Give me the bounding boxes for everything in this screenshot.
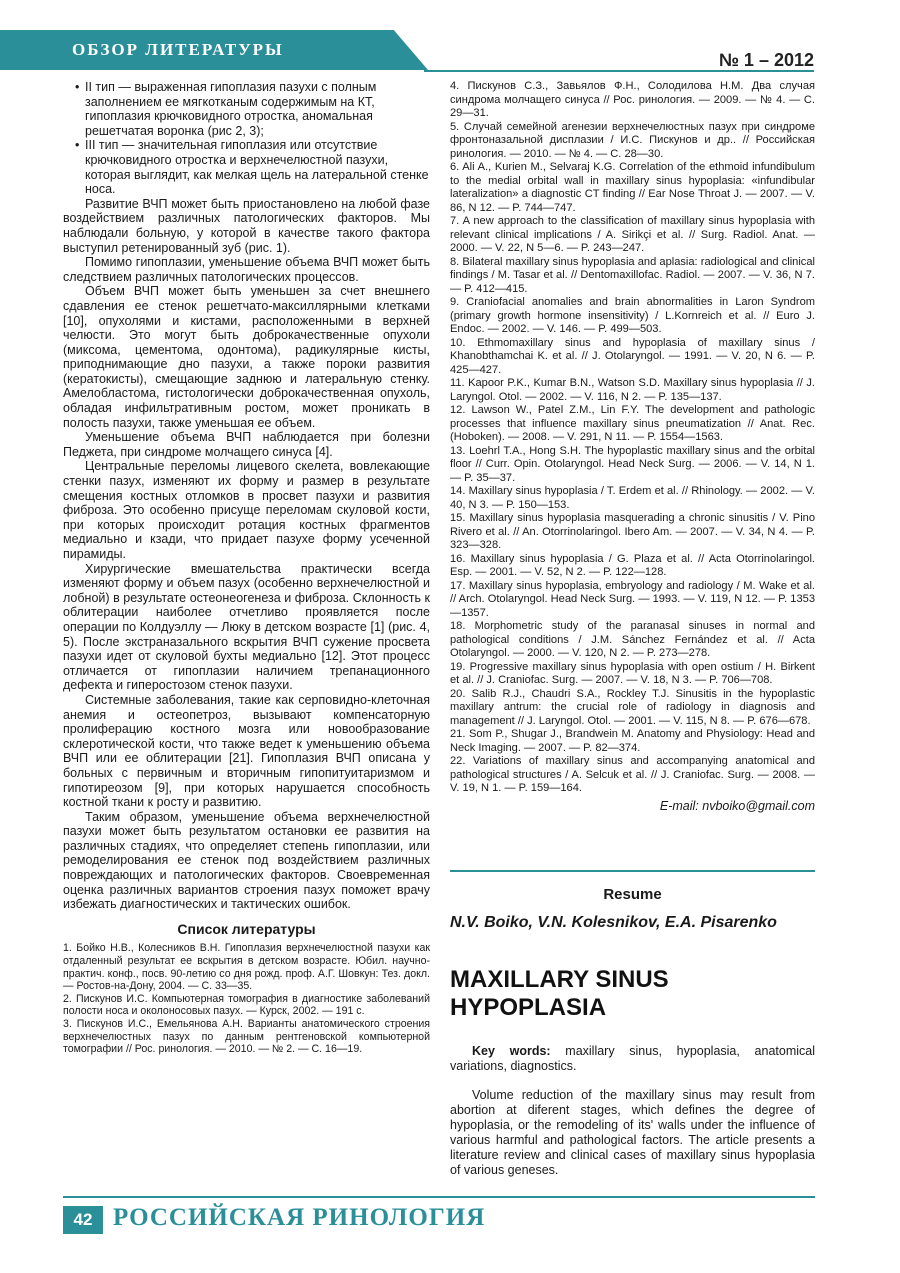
reference-item: 14. Maxillary sinus hypoplasia / T. Erdem et al. // Rhinology. — 2002. — V. 40, N 3. — P. 150—153. xyxy=(450,485,815,511)
reference-item: 13. Loehrl T.A., Hong S.H. The hypoplastic maxillary sinus and the orbital floor // Curr. Opin. Otolaryngol. Head Neck Surg. — 2006. — V. 14, N 1. — P. 35—37. xyxy=(450,444,815,484)
paragraph: Уменьшение объема ВЧП наблюдается при болезни Педжета, при синдроме молчащего синуса [4]. xyxy=(63,430,430,459)
reference-item: 12. Lawson W., Patel Z.M., Lin F.Y. The development and pathologic processes that influence maxillary sinus pneumatization // Anat. Rec. (Hoboken). — 2008. — V. 291, N 11. — P. 1554—1563. xyxy=(450,404,815,443)
reference-item: 5. Случай семейной агенезии верхнечелюстных пазух при синдроме фронтоназальной дисплазии / И.С. Пискунов и др.. // Российская ринология. — 2010. — № 4. — С. 28—30. xyxy=(450,120,815,160)
section-title: ОБЗОР ЛИТЕРАТУРЫ xyxy=(72,40,284,59)
right-column xyxy=(450,80,815,813)
paragraph: Системные заболевания, такие как серповидно-клеточная анемия и остеопетроз, вызывают компенсаторную пролиферацию костного мозга или новообразование склеротической кости, что также ведет к уменьшению объема ВЧП или ее облитерации [21]. Гипоплазия ВЧП описана у больных с первичным и вторичным гипопитуитаризмом и гипотиреозом [9], при которых нарушается способность костной ткани к росту и развитию. xyxy=(63,692,430,810)
footer-divider xyxy=(63,1196,815,1198)
reference-item: 2. Пискунов И.С. Компьютерная томография в диагностике заболеваний полости носа и околоносовых пазух. — Курск, 2002. — 191 с. xyxy=(63,992,430,1018)
paragraph: Таким образом, уменьшение объема верхнечелюстной пазухи может быть результатом остановки ее развития на различных стадиях, что определяет степень гипоплазии, или ремоделирования ее стенок под воздействием различных повреждающих и патологических факторов. Своевременная оценка различных вариантов строения пазух поможет врачу избежать диагностических и тактических ошибок. xyxy=(63,809,430,912)
resume-heading: Resume xyxy=(603,886,662,903)
reference-item: 17. Maxillary sinus hypoplasia, embryology and radiology / M. Wake et al. // Arch. Otolaryngol. Head Neck Surg. — 1993. — V. 119, N 12. — P. 1353—1357. xyxy=(450,579,815,619)
resume-summary: Volume reduction of the maxillary sinus may result from abortion at diferent stages, which defines the degree of hypoplasia, or the remodeling of its' walls under the influence of various harmful and pathological factors. The article presents a literature review and clinical cases of maxillary sinus hypoplasia of various geneses. xyxy=(450,1088,815,1177)
reference-item: 16. Maxillary sinus hypoplasia / G. Plaza et al. // Acta Otorrinolaringol. Esp. — 2001. — V. 52, N 2. — P. 122—128. xyxy=(450,552,815,578)
paragraph: Помимо гипоплазии, уменьшение объема ВЧП может быть следствием различных патологических процессов. xyxy=(63,255,430,284)
reference-item: 10. Ethmomaxillary sinus and hypoplasia of maxillary sinus / Khanobthamchai K. et al. // J. Otolaryngol. — 1991. — V. 20, N 6. — P. 425—427. xyxy=(450,336,815,376)
left-column xyxy=(63,80,430,1056)
list-item: • III тип — значительная гипоплазия или отсутствие крючковидного отростка и верхнечелюстной пазухи, которая выглядит, как мелкая щель на латеральной стенке носа. xyxy=(75,138,429,197)
paragraph: Развитие ВЧП может быть приостановлено на любой фазе воздействием различных патологических факторов. Мы наблюдали больную, у которой в качестве такого фактора выступил ретенированный зуб (рис. 1). xyxy=(63,196,430,255)
reference-item: 4. Пискунов С.З., Завьялов Ф.Н., Солодилова Н.М. Два случая синдрома молчащего синуса // Рос. ринология. — 2009. — № 4. — С. 29—31. xyxy=(450,80,815,119)
references-heading: Список литературы xyxy=(177,920,316,937)
paragraph: Центральные переломы лицевого скелета, вовлекающие стенки пазух, изменяют их форму и размер в результате смещения костных отломков в просвет пазухи и развития фиброза. Это особенно присуще переломам скуловой кости, при которых происходит ротация костных фрагментов медиально и кзади, что придает пазухе форму усеченной пирамиды. xyxy=(63,459,430,561)
reference-item: 6. Ali A., Kurien M., Selvaraj K.G. Correlation of the ethmoid infundibulum to the medial orbital wall in maxillary sinus hypoplasia: «infundibular lateralization» a diagnostic CT finding // Ear Nose Throat J. — 2007. — V. 86, N 12. — P. 744—747. xyxy=(450,161,815,214)
reference-item: 8. Bilateral maxillary sinus hypoplasia and aplasia: radiological and clinical findings / M. Tasar et al. // Dentomaxillofac. Radiol. — 2007. — V. 36, N 7. — P. 412—415. xyxy=(450,255,815,295)
paragraph: Хирургические вмешательства практически всегда изменяют форму и объем пазух (особенно верхнечелюстной и лобной) в результате остеонеогенеза и фиброза. Склонность к облитерации наиболее отчетливо проявляется после операции по Колдуэллу — Люку в детском возрасте [1] (рис. 4, 5). После экстраназального вскрытия ВЧП сужение просвета пазухи идет от скуловой бухты медиально [12]. Этот процесс отличается от гипоплазии наличием трепанационного дефекта и гиперостозом стенок пазухи. xyxy=(63,561,430,693)
reference-item: 1. Бойко Н.В., Колесников В.Н. Гипоплазия верхнечелюстной пазухи как отдаленный результат ее вскрытия в детском возрасте. Юбил. научно-практич. конф., посв. 90-летию со дня рожд. проф. А.Г. Шовкун: Тез. докл. — Ростов-на-Дону, 2004. — С. 33—35. xyxy=(63,942,430,993)
page-number: 42 xyxy=(63,1206,103,1234)
keywords-label: Key words: xyxy=(472,1044,551,1058)
reference-item: 21. Som P., Shugar J., Brandwein M. Anatomy and Physiology: Head and Neck Imaging. — 2007. — P. 82—374. xyxy=(450,728,815,754)
reference-item: 3. Пискунов И.С., Емельянова А.Н. Варианты анатомического строения верхнечелюстных пазух по данным рентгеновской компьютерной томографии // Рос. ринология. — 2010. — № 2. — С. 16—19. xyxy=(63,1018,430,1056)
reference-item: 9. Craniofacial anomalies and brain abnormalities in Laron Syndrom (primary growth hormone insensitivity) / L.Kornreich et al. // Euro J. Endoc. — 2002. — V. 146. — P. 499—503. xyxy=(450,296,815,335)
journal-name: РОССИЙСКАЯ РИНОЛОГИЯ xyxy=(113,1204,486,1231)
article-title: MAXILLARY SINUS HYPOPLASIA xyxy=(450,966,669,1021)
reference-item: 22. Variations of maxillary sinus and accompanying anatomical and pathological structures / A. Selcuk et al. // J. Craniofac. Surg. — 2008. — V. 19, N 1. — P. 159—164. xyxy=(450,755,815,794)
paragraph: Объем ВЧП может быть уменьшен за счет внешнего сдавления ее стенок решетчато-максиллярными клетками [10], опухолями и кистами, расположенными в верхней челюсти. Это могут быть доброкачественные опухоли (миксома, цементома, одонтома), радикулярные кисты, приподнимающие дно пазухи, а также пороки развития (кератокисты), смещающие заднюю и латеральную стенку. Амелобластома, гистологически доброкачественная опухоль, обладая инфильтративным ростом, может проникать в полость пазухи, также уменьшая ее объем. xyxy=(63,284,430,430)
reference-item: 11. Kapoor P.K., Kumar B.N., Watson S.D. Maxillary sinus hypoplasia // J. Laryngol. Otol. — 2002. — V. 116, N 2. — P. 135—137. xyxy=(450,377,815,403)
author-email[interactable]: E-mail: nvboiko@gmail.com xyxy=(659,798,815,813)
reference-item: 15. Maxillary sinus hypoplasia masquerading a chronic sinusitis / V. Pino Rivero et al. // An. Otorrinolaringol. Ibero Am. — 2007. — V. 34, N 4. — P. 323—328. xyxy=(450,512,815,551)
keywords-block xyxy=(450,1044,815,1074)
resume-authors: N.V. Boiko, V.N. Kolesnikov, E.A. Pisarenko xyxy=(450,914,777,931)
issue-number: № 1 – 2012 xyxy=(718,50,814,70)
reference-item: 18. Morphometric study of the paranasal sinuses in normal and pathological conditions / J.M. Sánchez Fernández et al. // Acta Otolaryngol. — 2000. — V. 120, N 2. — P. 273—278. xyxy=(450,620,815,659)
keywords-text: maxillary sinus, hypoplasia, anatomical variations, diagnostics. xyxy=(450,1044,815,1073)
reference-item: 7. A new approach to the classification of maxillary sinus hypoplasia with relevant clinical implications / A. Sirikçi et al. // Surg. Radiol. Anat. — 2000. — V. 22, N 5—6. — P. 243—247. xyxy=(450,215,815,254)
list-item: • II тип — выраженная гипоплазия пазухи с полным заполнением ее мягкотканым содержимым на КТ, гипоплазия крючковидного отростка, аномальная решетчатая воронка (рис 2, 3); xyxy=(75,80,377,138)
reference-item: 19. Progressive maxillary sinus hypoplasia with open ostium / H. Birkent et al. // J. Craniofac. Surg. — 2007. — V. 18, N 3. — P. 706—708. xyxy=(450,660,815,686)
resume-divider xyxy=(450,870,815,872)
header-divider xyxy=(424,70,814,72)
reference-item: 20. Salib R.J., Chaudri S.A., Rockley T.J. Sinusitis in the hypoplastic maxillary antrum: the crucial role of radiology in diagnosis and management // J. Laryngol. Otol. — 2001. — V. 115, N 8. — P. 676—678. xyxy=(450,687,815,727)
